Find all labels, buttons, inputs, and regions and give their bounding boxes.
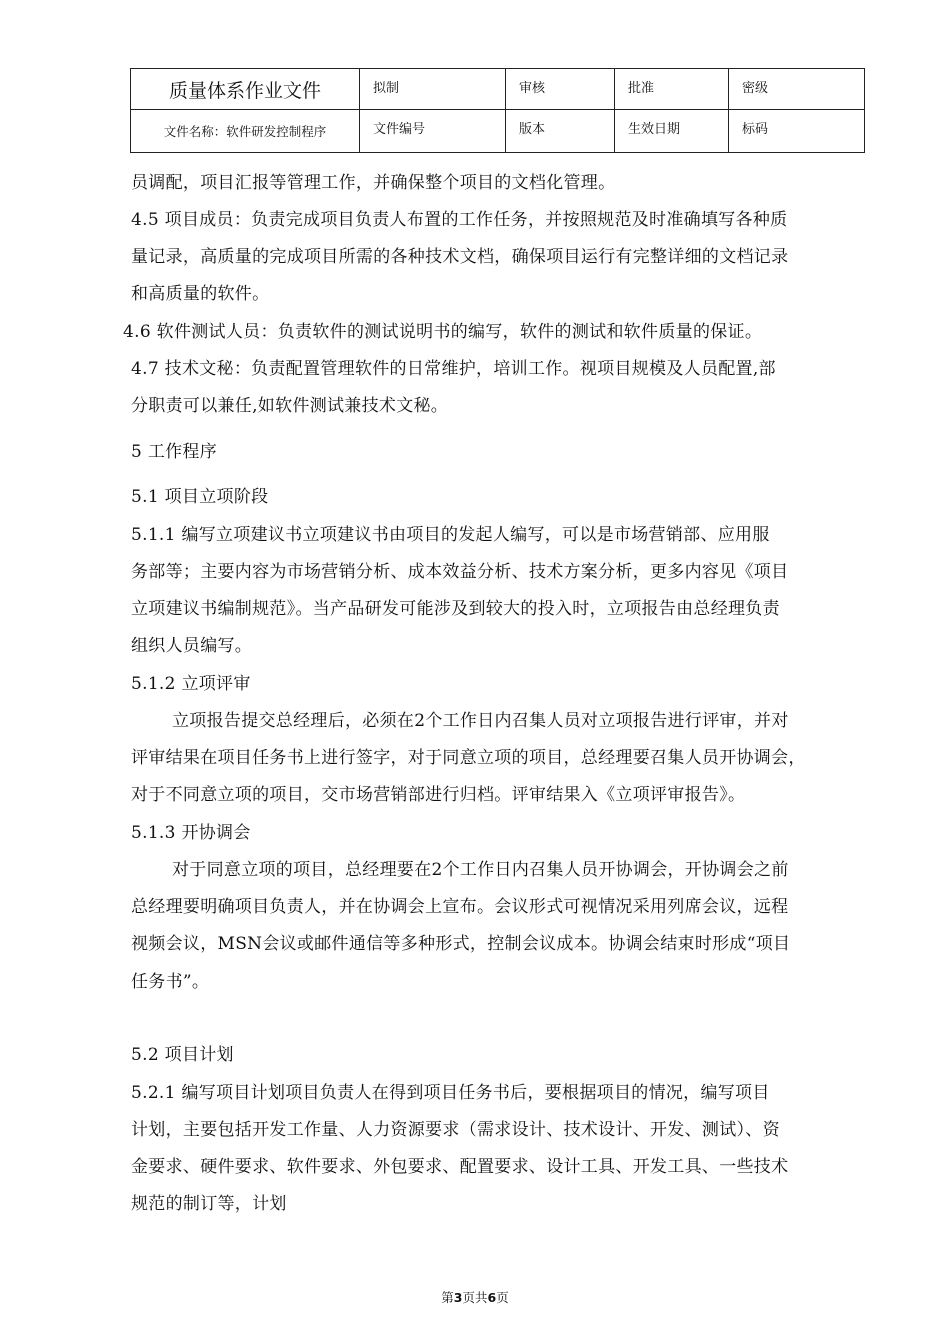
body-line: 员调配，项目汇报等管理工作，并确保整个项目的文档化管理。 [131,173,616,193]
file-name: 文件名称：软件研发控制程序 [131,110,360,153]
body-line: 4.6 软件测试人员：负责软件的测试说明书的编写，软件的测试和软件质量的保证。 [123,322,763,342]
body-line: 务部等；主要内容为市场营销分析、成本效益分析、技术方案分析，更多内容见《项目 [131,562,789,582]
page-footer [0,1288,950,1306]
review-label: 审核 [506,69,615,110]
section-heading: 5.1.2 立项评审 [131,674,251,694]
approve-label: 批准 [615,69,729,110]
body-line: 5.1.1 编写立项建议书立项建议书由项目的发起人编写，可以是市场营销部、应用服 [131,525,770,545]
body-line: 量记录，高质量的完成项目所需的各种技术文档，确保项目运行有完整详细的文档记录 [131,247,789,267]
section-heading: 5 工作程序 [131,442,218,462]
body-line: 计划，主要包括开发工作量、人力资源要求（需求设计、技术设计、开发、测试）、资 [131,1120,780,1140]
body-line: 组织人员编写。 [131,636,253,656]
body-line: 金要求、硬件要求、软件要求、外包要求、配置要求、设计工具、开发工具、一些技术 [131,1157,789,1177]
footer-prefix: 第 [441,1290,454,1305]
body-line: 评审结果在项目任务书上进行签字，对于同意立项的项目，总经理要召集人员开协调会， [131,748,806,768]
body-line: 5.2.1 编写项目计划项目负责人在得到项目任务书后，要根据项目的情况，编写项目 [131,1083,770,1103]
secret-level-label: 密级 [729,69,865,110]
document-header-table [130,68,865,153]
body-line: 对于同意立项的项目，总经理要在2个工作日内召集人员开协调会，开协调会之前 [172,860,789,880]
section-heading: 5.1 项目立项阶段 [131,487,269,507]
file-number-label: 文件编号 [360,110,506,153]
code-label: 标码 [729,110,865,153]
body-line: 立项报告提交总经理后，必须在2个工作日内召集人员对立项报告进行评审，并对 [172,711,789,731]
body-line: 和高质量的软件。 [131,284,270,304]
body-line: 视频会议，MSN会议或邮件通信等多种形式，控制会议成本。协调会结束时形成“项目 [131,934,791,954]
body-line: 对于不同意立项的项目，交市场营销部进行归档。评审结果入《立项评审报告》。 [131,785,746,805]
body-line: 分职责可以兼任,如软件测试兼技术文秘。 [131,396,449,416]
total-page-number: 6 [487,1290,497,1305]
body-line: 4.5 项目成员：负责完成项目负责人布置的工作任务，并按照规范及时准确填写各种质 [131,210,788,230]
section-heading: 5.2 项目计划 [131,1045,234,1065]
body-line: 规范的制订等，计划 [131,1194,287,1214]
doc-title: 质量体系作业文件 [131,69,360,110]
body-line: 总经理要明确项目负责人，并在协调会上宣布。会议形式可视情况采用列席会议，远程 [131,897,789,917]
footer-suffix: 页 [496,1290,509,1305]
footer-mid: 页共 [462,1290,488,1305]
body-line: 任务书”。 [131,972,210,992]
version-label: 版本 [506,110,615,153]
current-page-number: 3 [453,1290,463,1305]
draft-label: 拟制 [360,69,506,110]
body-line: 立项建议书编制规范》。当产品研发可能涉及到较大的投入时，立项报告由总经理负责 [131,599,780,619]
body-line: 4.7 技术文秘：负责配置管理软件的日常维护，培训工作。视项目规模及人员配置,部 [131,359,776,379]
effective-date-label: 生效日期 [615,110,729,153]
section-heading: 5.1.3 开协调会 [131,823,251,843]
